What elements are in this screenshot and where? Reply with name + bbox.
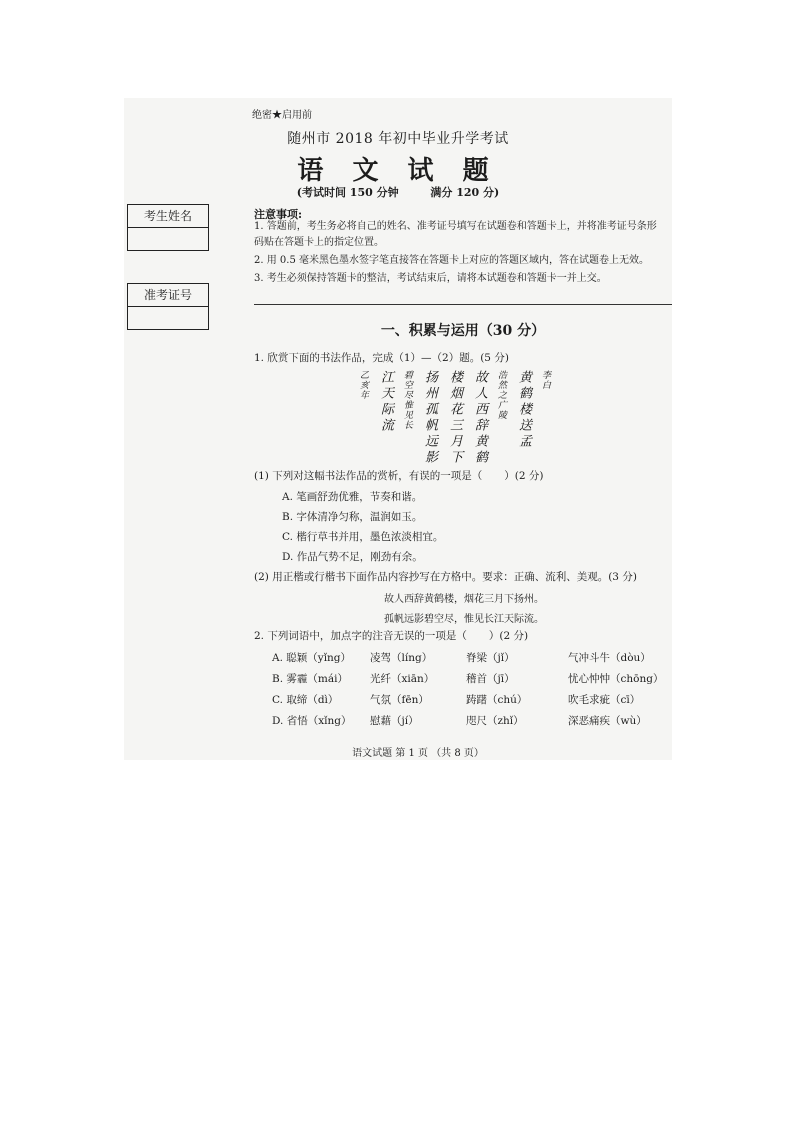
- calligraphy-artwork: [358, 370, 552, 470]
- notice-heading: 注意事项:: [254, 208, 303, 221]
- pinyin-cell: 脊梁（jǐ）: [466, 652, 515, 664]
- option-c: C. 楷行草书并用，墨色浓淡相宜。: [282, 531, 444, 543]
- pinyin-cell: D. 省悟（xǐng）: [272, 715, 352, 727]
- pinyin-cell: 气氛（fēn）: [370, 694, 429, 706]
- calligraphy-column: 浩然之广陵: [496, 370, 506, 420]
- option-b: B. 字体清净匀称，温润如玉。: [282, 511, 423, 523]
- section-heading: 一、积累与运用（30 分）: [380, 323, 546, 339]
- question-1-sub2: (2) 用正楷或行楷书下面作品内容抄写在方格中。要求：正确、流利、美观。(3 分): [254, 571, 637, 583]
- pinyin-cell: 稽首（jī）: [466, 673, 515, 685]
- sub1-text: (1) 下列对这幅书法作品的赏析，有误的一项是（: [254, 470, 483, 482]
- poem-line: 孤帆远影碧空尽，惟见长江天际流。: [384, 614, 544, 625]
- notice-item: 码贴在答题卡上的指定位置。: [254, 237, 384, 248]
- calligraphy-column: 江天际流: [378, 370, 393, 434]
- scanned-exam-page: [124, 98, 672, 760]
- exam-time: (考试时间 150 分钟: [296, 186, 399, 199]
- pinyin-cell: 踌躇（chú）: [466, 694, 528, 706]
- secret-mark: 绝密★启用前: [252, 110, 312, 121]
- pinyin-cell: 气冲斗牛（dòu）: [568, 652, 651, 664]
- question-1-stem: 1. 欣赏下面的书法作品，完成（1）—（2）题。(5 分): [254, 352, 509, 364]
- q2-text: 2. 下列词语中，加点字的注音无误的一项是（: [254, 630, 467, 642]
- poem-line: 故人西辞黄鹤楼，烟花三月下扬州。: [384, 594, 544, 605]
- pinyin-cell: C. 取缔（dì）: [272, 694, 339, 706]
- calligraphy-column: 黄鹤楼送孟: [516, 370, 531, 450]
- option-a: A. 笔画舒劲优雅，节奏和谐。: [282, 491, 423, 503]
- pinyin-cell: 咫尺（zhǐ）: [466, 715, 524, 727]
- candidate-name-label: 考生姓名: [128, 205, 208, 228]
- question-2-stem: [254, 628, 528, 643]
- pinyin-cell: A. 聪颖（yǐng）: [272, 652, 352, 664]
- pinyin-cell: 深恶痛疾（wù）: [568, 715, 647, 727]
- pinyin-cell: 凌驾（líng）: [370, 652, 433, 664]
- pinyin-cell: 吹毛求疵（cī）: [568, 694, 641, 706]
- calligraphy-column: 扬州孤帆远影: [422, 370, 437, 466]
- notice-item: 3. 考生必须保持答题卡的整洁，考试结束后，请将本试题卷和答题卡一并上交。: [254, 273, 607, 284]
- notice-item: 1. 答题前，考生务必将自己的姓名、准考证号填写在试题卷和答题卡上，并将准考证号条形: [254, 221, 657, 232]
- calligraphy-column: 李白: [540, 370, 550, 390]
- exam-meta: [124, 184, 672, 200]
- calligraphy-column: 楼烟花三月下: [447, 370, 462, 466]
- calligraphy-column: 故人西辞黄鹤: [472, 370, 487, 466]
- q2-tail: ）(2 分): [488, 630, 529, 642]
- pinyin-cell: 光纤（xiān）: [370, 673, 435, 685]
- pinyin-cell: 忧心忡忡（chōng）: [568, 673, 664, 685]
- option-d: D. 作品气势不足，刚劲有余。: [282, 551, 423, 563]
- section-divider: [254, 304, 672, 305]
- subject-title: 语 文 试 题: [297, 156, 499, 186]
- sub1-tail: ）(2 分): [504, 470, 544, 482]
- question-1-sub1: [254, 468, 543, 483]
- exam-title: 随州市 2018 年初中毕业升学考试: [287, 131, 509, 147]
- candidate-id-label: 准考证号: [128, 284, 208, 307]
- notice-item: 2. 用 0.5 毫米黑色墨水签字笔直接答在答题卡上对应的答题区域内，答在试题卷上无效。: [254, 255, 649, 266]
- pinyin-cell: 慰藉（jí）: [370, 715, 419, 727]
- calligraphy-column: 碧空尽惟见长: [402, 370, 412, 430]
- candidate-name-field[interactable]: [128, 228, 208, 250]
- page-footer: 语文试题 第 1 页 （共 8 页）: [352, 748, 484, 759]
- candidate-name-box: [127, 204, 209, 251]
- exam-score: 满分 120 分): [430, 186, 500, 199]
- pinyin-cell: B. 雾霾（mái）: [272, 673, 348, 685]
- calligraphy-column: 乙亥年: [358, 370, 368, 400]
